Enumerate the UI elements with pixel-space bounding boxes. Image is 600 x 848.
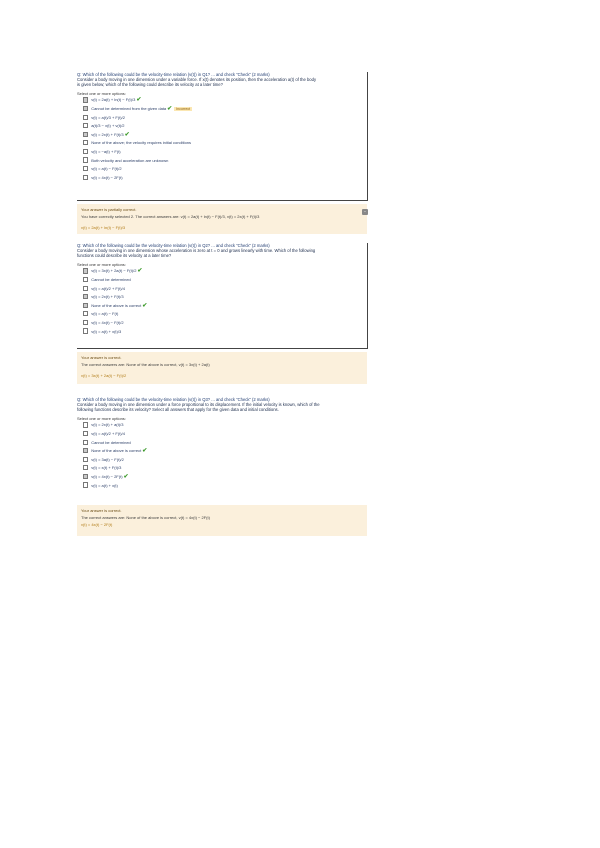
feedback-heading: Your answer is correct. bbox=[81, 355, 122, 360]
option-checkbox[interactable] bbox=[83, 465, 88, 470]
option-label: None of the above is correct bbox=[91, 302, 142, 308]
option-label: v(t) = a(t)/3 + F(t)/2 bbox=[91, 114, 125, 120]
check-icon: ✔ bbox=[124, 131, 130, 138]
minus-icon[interactable]: − bbox=[363, 209, 367, 214]
option-label: v(t) = 2a(t) + ln(t) − F(t)/3 bbox=[91, 97, 136, 103]
option-checkbox[interactable] bbox=[83, 422, 88, 427]
question-1-text-line-1: Consider a body moving in one dimension under a variable force. If x(t) denotes its position, then the acceleration a(t) of the body bbox=[77, 77, 317, 83]
option-label: v(t) = x(t) + F(t)/3 bbox=[91, 465, 122, 471]
answer-option[interactable] bbox=[77, 301, 367, 310]
option-checkbox[interactable] bbox=[83, 175, 88, 180]
question-2-options bbox=[77, 267, 367, 336]
check-icon: ✔ bbox=[167, 106, 173, 112]
question-3 bbox=[77, 397, 367, 497]
option-checkbox[interactable] bbox=[83, 97, 88, 102]
option-checkbox[interactable] bbox=[83, 115, 88, 120]
feedback-answer: v(t) = 4x(t) − 2F(t) bbox=[81, 522, 113, 527]
option-label: v(t) = 3x(t) + 2a(t) − F(t)/2 bbox=[91, 268, 137, 274]
option-label: Cannot be determined bbox=[91, 439, 131, 445]
question-3-options bbox=[77, 421, 367, 490]
feedback-heading: Your answer is correct. bbox=[81, 508, 122, 513]
feedback-body: You have correctly selected 2. The correct answers are: v(t) = 2a(t) + ln(t) − F(t)/3, v(t) = 2x(t) + F(t)/3 bbox=[81, 214, 260, 219]
option-label: Both velocity and acceleration are unknown bbox=[91, 157, 169, 163]
option-checkbox[interactable] bbox=[83, 440, 88, 445]
option-checkbox[interactable] bbox=[83, 303, 88, 308]
answer-option[interactable] bbox=[77, 455, 367, 464]
option-label: v(t) = 4x(t) − 2F(t) bbox=[91, 473, 123, 479]
question-2-text-line-1: Consider a body moving in one dimension whose acceleration is zero at t = 0 and grows linearly with time. Which of the following bbox=[77, 248, 316, 254]
answer-option[interactable] bbox=[77, 275, 367, 284]
answer-option[interactable] bbox=[77, 139, 367, 148]
option-checkbox[interactable] bbox=[83, 448, 88, 453]
question-2-header: Q: Which of the following could be the velocity-time relation (v(t)) in Q2? ... and check “Check” (2 marks) bbox=[77, 243, 270, 248]
answer-option[interactable] bbox=[77, 147, 367, 156]
answer-option[interactable] bbox=[77, 104, 367, 113]
answer-option[interactable] bbox=[77, 267, 367, 276]
answer-option[interactable] bbox=[77, 173, 367, 182]
answer-option[interactable] bbox=[77, 429, 367, 438]
feedback-body: The correct answers are: None of the above is correct, v(t) = 3x(t) + 2a(t) bbox=[81, 362, 210, 367]
option-label: v(t) = a(t)/2 + F(t)/4 bbox=[91, 285, 125, 291]
answer-option[interactable] bbox=[77, 113, 367, 122]
option-checkbox[interactable] bbox=[83, 132, 88, 137]
answer-option[interactable] bbox=[77, 156, 367, 165]
option-label: None of the above is correct bbox=[91, 448, 142, 454]
option-checkbox[interactable] bbox=[83, 106, 88, 111]
option-checkbox[interactable] bbox=[83, 328, 88, 333]
option-checkbox[interactable] bbox=[83, 277, 88, 282]
question-3-text-line-1: Consider a body moving in one dimension under a force proportional to its displacement. If the initial velocity is known, which of the bbox=[77, 402, 320, 408]
option-checkbox[interactable] bbox=[83, 482, 88, 487]
answer-option[interactable] bbox=[77, 472, 367, 481]
feedback-body: The correct answers are: None of the above is correct, v(t) = 4x(t) − 2F(t) bbox=[81, 515, 210, 520]
answer-option[interactable] bbox=[77, 284, 367, 293]
question-2-text-line-2: functions could describe its velocity at a later time? bbox=[77, 253, 172, 259]
option-checkbox[interactable] bbox=[83, 431, 88, 436]
option-label: v(t) = −a(t) + F(t) bbox=[91, 148, 121, 154]
option-label: v(t) = 3a(t) − F(t)/2 bbox=[91, 456, 124, 462]
option-label: v(t) = 2x(t) + a(t)/3 bbox=[91, 422, 124, 428]
option-checkbox[interactable] bbox=[83, 474, 88, 479]
answer-option[interactable] bbox=[77, 438, 367, 447]
option-label: v(t) = a(t) − F(t)/2 bbox=[91, 166, 122, 172]
answer-option[interactable] bbox=[77, 318, 367, 327]
question-2-prompt: Select one or more options: bbox=[77, 261, 126, 267]
check-icon: ✔ bbox=[136, 97, 142, 104]
option-checkbox[interactable] bbox=[83, 320, 88, 325]
answer-option[interactable] bbox=[77, 164, 367, 173]
option-checkbox[interactable] bbox=[83, 166, 88, 171]
question-1-feedback bbox=[77, 204, 367, 234]
option-label: a(t)/3 − x(t) + v(t)/2 bbox=[91, 123, 125, 129]
option-label: v(t) = 4x(t) − F(t)/2 bbox=[91, 319, 124, 325]
option-label: v(t) = a(t) + x(t) bbox=[91, 482, 118, 488]
option-checkbox[interactable] bbox=[83, 311, 88, 316]
question-1-prompt: Select one or more options: bbox=[77, 90, 126, 96]
answer-option[interactable] bbox=[77, 421, 367, 430]
option-checkbox[interactable] bbox=[83, 268, 88, 273]
option-label: None of the above; the velocity requires initial conditions bbox=[91, 140, 192, 146]
feedback-answer: v(t) = 2a(t) + ln(t) − F(t)/3 bbox=[81, 225, 126, 230]
option-checkbox[interactable] bbox=[83, 457, 88, 462]
answer-option[interactable] bbox=[77, 464, 367, 473]
answer-option[interactable] bbox=[77, 292, 367, 301]
answer-option[interactable] bbox=[77, 481, 367, 490]
check-icon: ✔ bbox=[142, 302, 148, 309]
question-3-text-line-2: following functions describe its velocity? Select all answers that apply for the given data and initial conditions. bbox=[77, 407, 279, 413]
status-badge: Incorrect bbox=[176, 106, 191, 111]
option-checkbox[interactable] bbox=[83, 157, 88, 162]
feedback-answer: v(t) = 3x(t) + 2a(t) − F(t)/2 bbox=[81, 373, 127, 378]
question-3-feedback bbox=[77, 505, 367, 536]
option-label: v(t) = 2x(t) + F(t)/3 bbox=[91, 294, 124, 300]
check-icon: ✔ bbox=[142, 448, 148, 455]
question-2-feedback bbox=[77, 352, 367, 384]
question-1-text-line-2: is given below; which of the following could describe its velocity at a later time? bbox=[77, 82, 223, 88]
question-1-options bbox=[77, 96, 367, 182]
option-label: v(t) = 4x(t) − 2F(t) bbox=[91, 174, 123, 180]
option-label: v(t) = a(t)/2 + F(t)/4 bbox=[91, 431, 125, 436]
answer-option[interactable] bbox=[77, 310, 367, 319]
option-label: v(t) = a(t) − F(t) bbox=[91, 311, 119, 317]
option-label: v(t) = a(t) + x(t)/3 bbox=[91, 328, 122, 334]
feedback-heading: Your answer is partially correct. bbox=[81, 207, 137, 212]
option-label: v(t) = 2x(t) + F(t)/3 bbox=[91, 131, 124, 137]
answer-option[interactable] bbox=[77, 327, 367, 336]
answer-option[interactable] bbox=[77, 96, 367, 105]
question-3-header: Q: Which of the following could be the velocity-time relation (v(t)) in Q3? ... and check “Check” (2 marks) bbox=[77, 397, 270, 402]
option-label: Cannot be determined from the given data bbox=[91, 106, 167, 111]
answer-option[interactable] bbox=[77, 130, 367, 139]
option-checkbox[interactable] bbox=[83, 123, 88, 128]
question-1 bbox=[77, 72, 368, 201]
option-checkbox[interactable] bbox=[83, 149, 88, 154]
option-label: Cannot be determined bbox=[91, 277, 131, 282]
question-2 bbox=[77, 243, 368, 349]
option-checkbox[interactable] bbox=[83, 140, 88, 145]
answer-option[interactable] bbox=[77, 446, 367, 455]
check-icon: ✔ bbox=[123, 473, 129, 480]
question-1-header: Q: Which of the following could be the velocity-time relation (v(t)) in Q1? ... and check “Check” (2 marks) bbox=[77, 72, 270, 77]
option-checkbox[interactable] bbox=[83, 286, 88, 291]
answer-option[interactable] bbox=[77, 121, 367, 130]
question-3-prompt: Select one or more options: bbox=[77, 415, 126, 421]
check-icon: ✔ bbox=[137, 268, 143, 275]
option-checkbox[interactable] bbox=[83, 294, 88, 299]
